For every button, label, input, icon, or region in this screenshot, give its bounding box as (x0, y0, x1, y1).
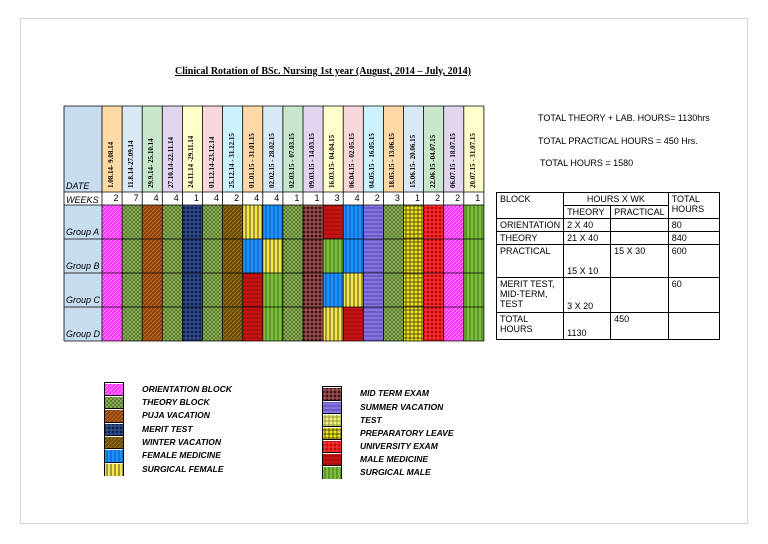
summary-subheader-practical: PRACTICAL (611, 206, 669, 219)
summary-row (497, 232, 720, 245)
schedule-cell (303, 307, 323, 341)
schedule-cell (464, 205, 484, 239)
week-count-label: 1 (414, 193, 420, 203)
schedule-cell (142, 239, 162, 273)
week-count-label: 2 (234, 193, 240, 203)
legend-label: UNIVERSITY EXAM (360, 441, 438, 451)
schedule-cell (162, 307, 182, 341)
legend-swatch (104, 435, 124, 449)
week-count-label: 1 (314, 193, 320, 203)
legend-swatch (104, 422, 124, 436)
date-range-label: 06.07.15 - 18.07.15 (448, 133, 457, 188)
schedule-cell (444, 307, 464, 341)
schedule-cell (363, 205, 383, 239)
schedule-cell (404, 307, 424, 341)
summary-row (497, 278, 720, 313)
summary-cell-theory: 2 X 40 (564, 219, 611, 232)
legend-label: FEMALE MEDICINE (142, 450, 221, 460)
schedule-cell (303, 273, 323, 307)
schedule-cell (383, 239, 403, 273)
schedule-cell (283, 205, 303, 239)
summary-subheader-theory: THEORY (564, 206, 611, 219)
schedule-cell (223, 273, 243, 307)
schedule-cell (404, 273, 424, 307)
legend-swatch (322, 426, 342, 440)
legend-label: SUMMER VACATION (360, 402, 444, 412)
week-count-label: 3 (334, 193, 340, 203)
schedule-cell (243, 273, 263, 307)
summary-cell-theory: 21 X 40 (564, 232, 611, 245)
schedule-cell (243, 307, 263, 341)
schedule-cell (404, 239, 424, 273)
legend-label: MID TERM EXAM (360, 388, 429, 398)
summary-header-hours: HOURS X WK (564, 193, 669, 206)
schedule-cell (424, 273, 444, 307)
schedule-cell (323, 239, 343, 273)
legend-item (322, 426, 454, 440)
schedule-cell (182, 273, 202, 307)
date-row-label: DATE (66, 181, 90, 191)
date-range-label: 01.01.15 - 31.01.15 (247, 133, 256, 188)
legend-swatch (104, 382, 124, 396)
schedule-cell (142, 273, 162, 307)
summary-cell-total: 80 (668, 219, 719, 232)
legend-item (322, 400, 443, 414)
legend-item (322, 439, 438, 453)
legend-label: WINTER VACATION (142, 437, 222, 447)
schedule-cell (223, 307, 243, 341)
schedule-cell (102, 239, 122, 273)
date-range-label: 04.05.15 - 16.05.15 (368, 133, 377, 188)
summary-cell-theory: 3 X 20 (564, 278, 611, 313)
schedule-cell (323, 273, 343, 307)
summary-cell-practical (611, 232, 669, 245)
schedule-cell (102, 205, 122, 239)
schedule-cell (162, 239, 182, 273)
summary-cell-practical: 15 X 30 (611, 245, 669, 278)
schedule-cell (424, 307, 444, 341)
date-range-label: 02.03.15 - 07.03.15 (287, 133, 296, 188)
week-count-label: 2 (113, 193, 119, 203)
legend-item (104, 395, 210, 409)
schedule-cell (203, 307, 223, 341)
summary-cell-block: PRACTICAL (497, 245, 564, 278)
legend-swatch (322, 439, 342, 453)
schedule-cell (122, 273, 142, 307)
schedule-cell (243, 205, 263, 239)
legend-item (104, 382, 232, 396)
week-count-label: 4 (213, 193, 219, 203)
date-header-label-cell (64, 106, 102, 192)
schedule-cell (122, 205, 142, 239)
schedule-cell (263, 273, 283, 307)
week-count-label: 2 (435, 193, 441, 203)
legend-swatch (322, 386, 342, 400)
legend-swatch (322, 452, 342, 466)
schedule-cell (343, 273, 363, 307)
schedule-cell (424, 205, 444, 239)
schedule-cell (223, 205, 243, 239)
legend-swatch (104, 462, 124, 476)
schedule-cell (162, 205, 182, 239)
legend-label: MERIT TEST (142, 424, 193, 434)
schedule-cell (343, 205, 363, 239)
schedule-cell (263, 205, 283, 239)
week-count-label: 2 (374, 193, 380, 203)
legend-item (322, 465, 431, 479)
week-count-label: 1 (475, 193, 481, 203)
schedule-cell (464, 307, 484, 341)
schedule-cell (223, 239, 243, 273)
legend-swatch (104, 395, 124, 409)
schedule-cell (162, 273, 182, 307)
legend-item (104, 435, 221, 449)
group-label: Group C (66, 295, 101, 305)
summary-cell-total: 600 (668, 245, 719, 278)
summary-cell-practical (611, 219, 669, 232)
legend-item (104, 448, 221, 462)
summary-row (497, 313, 720, 340)
schedule-cell (424, 239, 444, 273)
schedule-cell (363, 239, 383, 273)
legend-item (104, 422, 193, 436)
summary-cell-total: 840 (668, 232, 719, 245)
schedule-cell (243, 239, 263, 273)
summary-row (497, 245, 720, 278)
summary-table (496, 192, 720, 340)
legend-swatch (322, 465, 342, 479)
schedule-cell (283, 239, 303, 273)
date-range-label: 27.10.14-22.11.14 (167, 137, 176, 188)
legend-item (322, 413, 382, 427)
schedule-cell (102, 307, 122, 341)
date-range-label: 06.04.15 - 02.05.15 (348, 133, 357, 188)
week-count-label: 1 (294, 193, 300, 203)
schedule-cell (383, 307, 403, 341)
summary-header-row (497, 193, 720, 206)
summary-header-block: BLOCK (497, 193, 564, 219)
schedule-cell (464, 239, 484, 273)
group-label: Group B (66, 261, 100, 271)
date-range-label: 22.06.15 -04.07.15 (428, 134, 437, 188)
schedule-cell (444, 239, 464, 273)
schedule-cell (363, 307, 383, 341)
summary-cell-practical: 450 (611, 313, 669, 340)
legend-swatch (104, 448, 124, 462)
summary-cell-practical (611, 278, 669, 313)
total-hours-note: TOTAL HOURS = 1580 (540, 158, 634, 168)
date-range-label: 29.9.14- 25.10.14 (147, 138, 156, 188)
date-range-label: 16.03.15- 04.04.15 (328, 134, 337, 188)
date-range-label: 01.12.14-23.12.14 (207, 136, 216, 188)
legend-label: MALE MEDICINE (360, 454, 428, 464)
date-range-label: 20.07.15 - 31.07.15 (468, 133, 477, 188)
week-count-label: 7 (133, 193, 139, 203)
date-range-label: 11.8.14-27.09.14 (127, 140, 136, 188)
schedule-cell (343, 307, 363, 341)
week-count-label: 4 (354, 193, 360, 203)
week-count-label: 4 (153, 193, 159, 203)
schedule-cell (122, 307, 142, 341)
schedule-cell (343, 239, 363, 273)
date-range-label: 02.02.15 - 28.02.15 (267, 133, 276, 188)
schedule-cell (102, 273, 122, 307)
summary-cell-theory: 15 X 10 (564, 245, 611, 278)
week-count-label: 1 (193, 193, 199, 203)
legend-swatch (322, 400, 342, 414)
legend-item (322, 452, 428, 466)
group-label: Group A (66, 227, 100, 237)
legend-label: ORIENTATION BLOCK (142, 384, 232, 394)
schedule-cell (383, 273, 403, 307)
schedule-cell (444, 273, 464, 307)
week-count-label: 3 (394, 193, 400, 203)
schedule-cell (323, 205, 343, 239)
weeks-row-label: WEEKS (66, 195, 99, 205)
page-title: Clinical Rotation of BSc. Nursing 1st year (August, 2014 – July, 2014) (175, 66, 471, 77)
schedule-cell (444, 205, 464, 239)
legend-label: TEST (360, 415, 382, 425)
schedule-cell (122, 239, 142, 273)
date-range-label: 25.12.14 - 31.12.15 (227, 133, 236, 188)
schedule-cell (182, 307, 202, 341)
legend-label: PREPARATORY LEAVE (360, 428, 454, 438)
schedule-cell (404, 205, 424, 239)
schedule-cell (464, 273, 484, 307)
schedule-cell (203, 273, 223, 307)
schedule-cell (283, 307, 303, 341)
summary-cell-block: MERIT TEST, MID-TERM, TEST (497, 278, 564, 313)
week-count-label: 4 (274, 193, 280, 203)
week-count-label: 2 (455, 193, 461, 203)
schedule-cell (203, 205, 223, 239)
schedule-cell (182, 239, 202, 273)
schedule-cell (263, 239, 283, 273)
legend-label: SURGICAL FEMALE (142, 464, 224, 474)
date-range-label: 1.08.14- 9.08.14 (107, 141, 115, 188)
schedule-cell (142, 307, 162, 341)
schedule-cell (323, 307, 343, 341)
summary-cell-block: THEORY (497, 232, 564, 245)
legend-item (104, 462, 224, 476)
schedule-cell (182, 205, 202, 239)
date-range-label: 15.06.15- 20.06.15 (408, 134, 417, 188)
total-theory-lab-note: TOTAL THEORY + LAB. HOURS= 1130hrs (538, 113, 710, 123)
legend-swatch (104, 408, 124, 422)
date-range-label: 09.03.15 - 14.03.15 (308, 133, 316, 188)
schedule-cell (383, 205, 403, 239)
summary-cell-total (668, 313, 719, 340)
week-count-label: 4 (173, 193, 179, 203)
summary-cell-block: ORIENTATION (497, 219, 564, 232)
legend-label: THEORY BLOCK (142, 397, 210, 407)
total-practical-note: TOTAL PRACTICAL HOURS = 450 Hrs. (538, 136, 698, 146)
schedule-cell (142, 205, 162, 239)
date-range-label: 18.05.15 - 13.06.15 (388, 133, 397, 188)
date-range-label: 24.11.14 -29.11.14 (187, 135, 196, 188)
schedule-cell (263, 307, 283, 341)
schedule-cell (303, 239, 323, 273)
legend-item (104, 408, 210, 422)
legend-item (322, 386, 429, 400)
summary-cell-block: TOTAL HOURS (497, 313, 564, 340)
schedule-cell (203, 239, 223, 273)
summary-row (497, 219, 720, 232)
summary-cell-theory: 1130 (564, 313, 611, 340)
schedule-cell (283, 273, 303, 307)
week-count-label: 4 (254, 193, 260, 203)
legend-label: PUJA VACATION (142, 410, 210, 420)
schedule-cell (303, 205, 323, 239)
legend-label: SURGICAL MALE (360, 467, 431, 477)
legend-swatch (322, 413, 342, 427)
summary-cell-total: 60 (668, 278, 719, 313)
group-label: Group D (66, 329, 101, 339)
schedule-cell (363, 273, 383, 307)
summary-header-total: TOTAL HOURS (668, 193, 719, 219)
